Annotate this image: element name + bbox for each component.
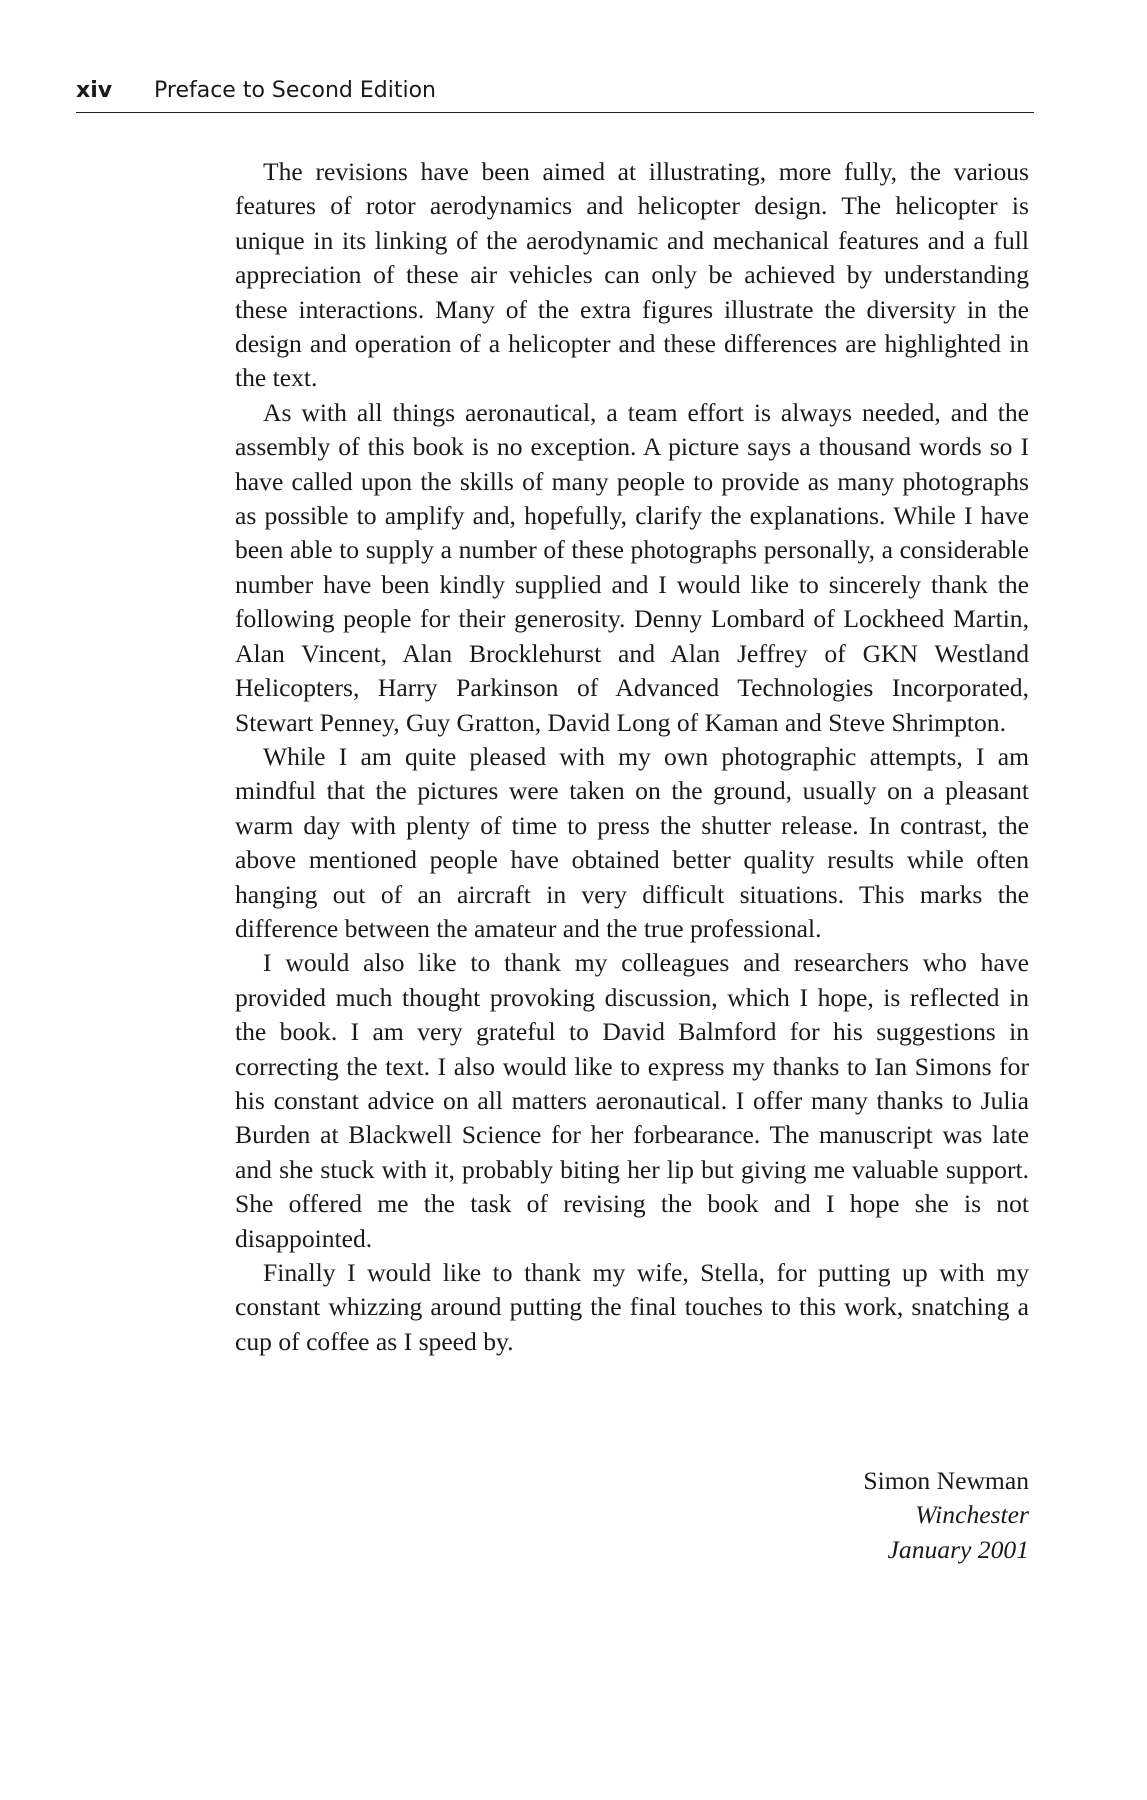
paragraph-colleagues-thanks: I would also like to thank my colleagues and researchers who have provided much thought provoking discussion, which I hope, is reflected in the book. I am very grateful to David Balmford for his suggestions in correcting the text. I also would like to express my thanks to Ian Simons for his constant advice on all matters aeronautical. I offer many thanks to Julia Burden at Blackwell Science for her forbearance. The manuscript was late and she stuck with it, probably biting her lip but giving me valuable support. She offered me the task of revising the book and I hope she is not disappointed. [235,948,1029,1253]
signature-date: January 2001 [887,1534,1029,1564]
author-place: Winchester [915,1500,1029,1530]
page-number: xiv [76,78,113,103]
paragraph-revisions: The revisions have been aimed at illustrating, more fully, the various features of rotor aerodynamics and helicopter design. The helicopter is unique in its linking of the aerodynamic and mechanical features and a full appreciation of these air vehicles can only be achieved by understanding these interactions. Many of the extra figures illustrate the diversity in the design and operation of a helicopter and these differences are highlighted in the text. [235,157,1029,393]
paragraph-wife-thanks: Finally I would like to thank my wife, Stella, for putting up with my constant whizzing around putting the final touches to this work, snatching a cup of coffee as I speed by. [235,1258,1029,1356]
author-name: Simon Newman [863,1466,1029,1495]
signature-block [235,1464,1029,1567]
paragraph-photographic-attempts: While I am quite pleased with my own photographic attempts, I am mindful that the pictures were taken on the ground, usually on a pleasant warm day with plenty of time to press the shutter release. In contrast, the above mentioned people have obtained better quality results while often hanging out of an aircraft in very difficult situations. This marks the difference between the amateur and the true professional. [235,741,1029,943]
running-head [76,76,1034,113]
paragraph-acknowledgements-photos: As with all things aeronautical, a team effort is always needed, and the assembly of this book is no exception. A picture says a thousand words so I have called upon the skills of many people to provide as many photographs as possible to amplify and, hopefully, clarify the explanations. While I have been able to supply a number of these photographs personally, a considerable number have been kindly supplied and I would like to sincerely thank the following people for their generosity. Denny Lombard of Lockheed Martin, Alan Vincent, Alan Brocklehurst and Alan Jeffrey of GKN Westland Helicopters, Harry Parkinson of Advanced Technologies Incorporated, Stewart Penney, Guy Gratton, David Long of Kaman and Steve Shrimpton. [235,397,1029,737]
running-title: Preface to Second Edition [154,78,436,103]
preface-body [235,155,1029,1359]
